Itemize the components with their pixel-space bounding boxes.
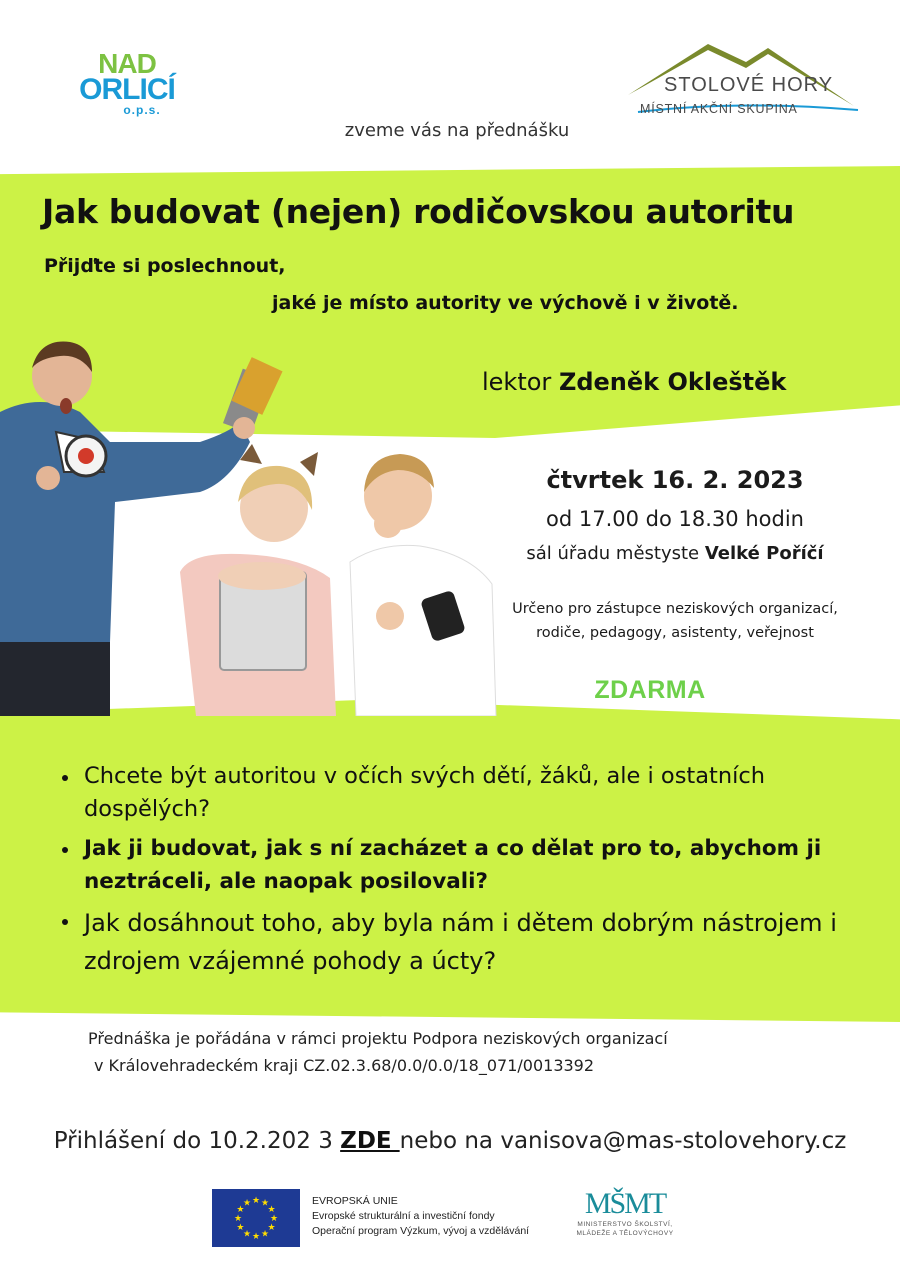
msmt-mark: MŠMT [584, 1187, 666, 1220]
subtitle-line-1: Přijďte si poslechnout, [44, 255, 286, 277]
list-item: Jak ji budovat, jak s ní zacházet a co dělat pro to, abychom ji neztráceli, ale naopak posilovali? [60, 832, 880, 898]
signup-email[interactable]: nebo na vanisova@mas-stolovehory.cz [399, 1128, 847, 1154]
eu-star-icon: ★ [260, 1229, 270, 1240]
event-date: čtvrtek 16. 2. 2023 [546, 466, 804, 494]
list-item: Jak dosáhnout toho, aby byla nám i dětem dobrým nástrojem i zdrojem vzájemné pohody a úcty? [60, 904, 880, 980]
eu-star-icon: ★ [251, 1196, 261, 1206]
signup-line [0, 1128, 900, 1154]
project-line-1: Přednáška je pořádána v rámci projektu Podpora neziskových organizací [88, 1029, 668, 1048]
nad-orlici-logo [72, 48, 182, 117]
logo-line-3: o.p.s. [123, 103, 161, 117]
eu-star-icon: ★ [267, 1223, 276, 1233]
eu-line-3: Operační program Výzkum, vývoj a vzdělávání [312, 1225, 530, 1237]
eu-star-icon: ★ [260, 1198, 270, 1209]
photo-man-and-children [0, 332, 520, 716]
eu-star-icon: ★ [242, 1229, 252, 1240]
place-prefix: sál úřadu městyste [526, 543, 700, 564]
eu-line-2: Evropské strukturální a investiční fondy [312, 1210, 495, 1222]
place-name: Velké Poříčí [704, 543, 824, 564]
eu-star-icon: ★ [242, 1198, 252, 1209]
question-list [60, 760, 880, 986]
mas-tagline: MÍSTNÍ AKČNÍ SKUPINA [640, 102, 798, 116]
project-note [88, 1025, 848, 1079]
subtitle-line-2: jaké je místo autority ve výchově i v životě. [272, 292, 739, 314]
logo-line-1: NAD [98, 48, 156, 79]
logo-line-2: ORLICÍ [79, 73, 175, 106]
eu-star-icon: ★ [236, 1223, 245, 1233]
msmt-line-1: MINISTERSTVO ŠKOLSTVÍ, [577, 1221, 673, 1228]
eu-star-icon: ★ [269, 1214, 279, 1224]
signup-before: Přihlášení do 10.2.202 3 [53, 1128, 341, 1154]
eu-star-icon: ★ [251, 1232, 261, 1242]
audience-line-1: Určeno pro zástupce neziskových organizací, [512, 601, 838, 617]
event-place [470, 543, 880, 564]
lecturer-prefix: lektor [482, 368, 552, 396]
mas-name: STOLOVÉ HORY [664, 74, 834, 96]
msmt-logo [560, 1188, 690, 1238]
eu-text [312, 1194, 529, 1239]
list-item: Chcete být autoritou v očích svých dětí, žáků, ale i ostatních dospělých? [60, 760, 880, 826]
price-badge: ZDARMA [594, 676, 706, 704]
lecturer-name: Zdeněk Okleštěk [558, 368, 787, 396]
eu-star-icon: ★ [236, 1205, 245, 1215]
audience-line-2: rodiče, pedagogy, asistenty, veřejnost [536, 625, 814, 641]
lecturer [482, 368, 786, 396]
eu-star-icon: ★ [233, 1214, 243, 1224]
eu-flag-icon [212, 1189, 300, 1247]
eu-star-icon: ★ [267, 1205, 276, 1215]
event-title: Jak budovat (nejen) rodičovskou autoritu [42, 192, 795, 231]
stolove-hory-logo [618, 40, 868, 120]
eu-line-1: EVROPSKÁ UNIE [312, 1195, 398, 1207]
event-time: od 17.00 do 18.30 hodin [546, 507, 804, 531]
invite-text: zveme vás na přednášku [344, 120, 570, 141]
audience [470, 597, 880, 645]
signup-link[interactable]: ZDE [340, 1128, 400, 1154]
msmt-line-2: MLÁDEŽE A TĚLOVÝCHOVY [576, 1230, 674, 1237]
project-line-2: v Královehradeckém kraji CZ.02.3.68/0.0/0.0/18_071/0013392 [94, 1056, 595, 1075]
